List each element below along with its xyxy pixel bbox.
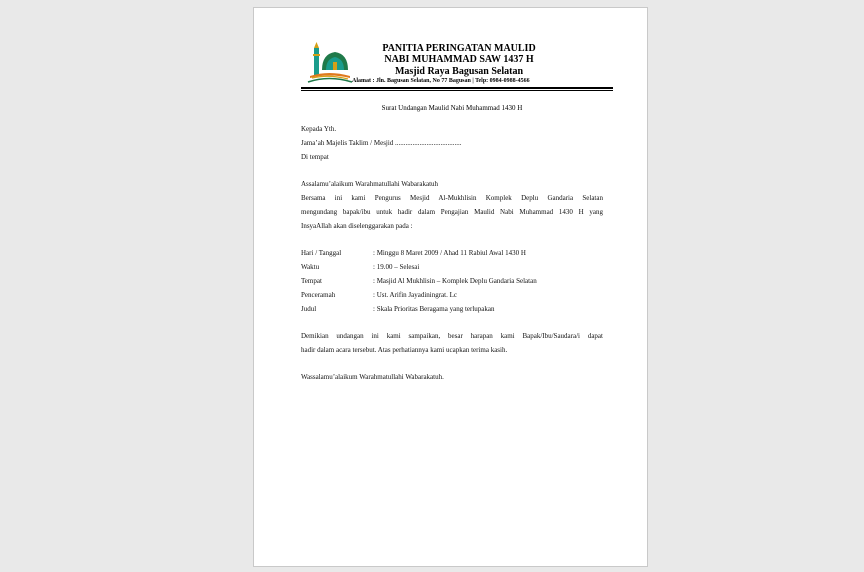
header-rule-thick (301, 87, 613, 89)
recipient-line-2: Jama’ah Majelis Taklim / Mesjid ...................................... (301, 139, 462, 147)
greeting: Assalamu’alaikum Warahmatullahi Wabarakatuh (301, 180, 439, 188)
detail-label: Hari / Tanggal (301, 249, 342, 257)
address-line: Alamat : Jln. Bagusan Selatan, No 77 Bagusan | Telp: 0984-0988-4566 (352, 78, 530, 84)
detail-label: Tempat (301, 277, 322, 285)
detail-label: Waktu (301, 263, 320, 271)
body-line-1: Bersama ini kami Pengurus Mesjid Al-Mukhlisin Komplek Deplu Gandaria Selatan (301, 194, 603, 202)
header-rule-thin (301, 90, 613, 91)
farewell: Wassalamu’alaikum Warahmatullahi Wabarakatuh. (301, 373, 444, 381)
letter-subject: Surat Undangan Maulid Nabi Muhammad 1430 H (381, 104, 523, 112)
committee-title: PANITIA PERINGATAN MAULID (382, 43, 536, 54)
detail-label: Penceramah (301, 291, 336, 299)
detail-value: : Skala Prioritas Beragama yang terlupakan (373, 305, 495, 313)
document-page (253, 7, 648, 567)
body-line-2: mengundang bapak/ibu untuk hadir dalam Pengajian Maulid Nabi Muhammad 1430 H yang (301, 208, 603, 216)
detail-value: : 19.00 – Selesai (373, 263, 420, 271)
closing-line-2: hadir dalam acara tersebut. Atas perhatiannya kami ucapkan terima kasih. (301, 346, 508, 354)
body-line-3: InsyaAllah akan diselenggarakan pada : (301, 222, 413, 230)
detail-value: : Masjid Al Mukhlisin – Komplek Deplu Gandaria Selatan (373, 277, 537, 285)
recipient-line-3: Di tempat (301, 153, 329, 161)
detail-label: Judul (301, 305, 317, 313)
recipient-line-1: Kepada Yth. (301, 125, 337, 133)
detail-value: : Ust. Arifin Jayadiningrat. Lc (373, 291, 457, 299)
detail-value: : Minggu 8 Maret 2009 / Ahad 11 Rabiul Awal 1430 H (373, 249, 526, 257)
mosque-name: Masjid Raya Bagusan Selatan (394, 66, 524, 77)
closing-line-1: Demikian undangan ini kami sampaikan, besar harapan kami Bapak/Ibu/Saudara/i dapat (301, 332, 603, 340)
event-title: NABI MUHAMMAD SAW 1437 H (384, 54, 534, 65)
